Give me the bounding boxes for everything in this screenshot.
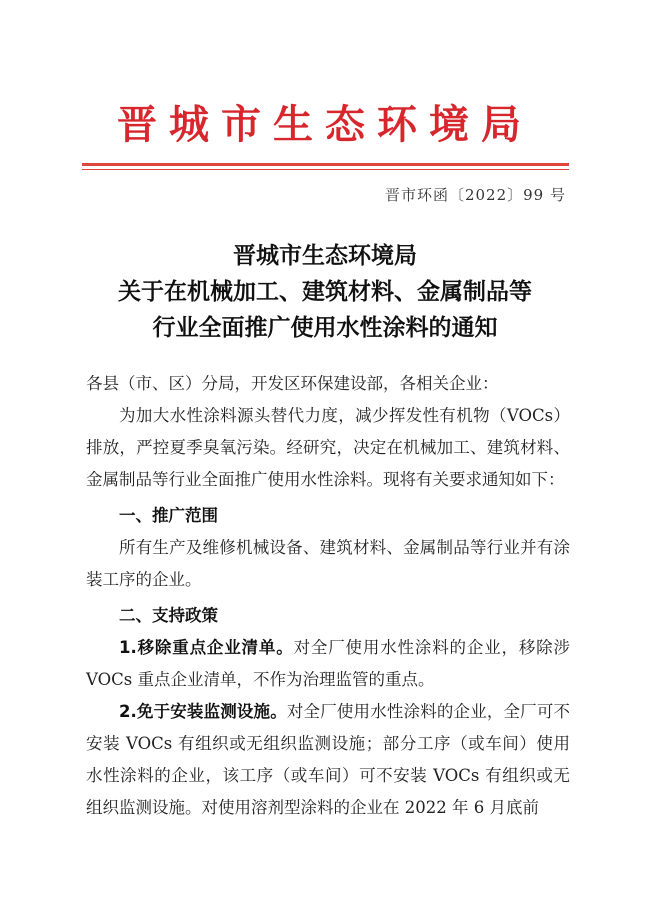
red-rule-thin	[82, 169, 569, 170]
policy-item-1	[86, 632, 570, 696]
policy-item-1-lead: 1.移除重点企业清单。	[119, 638, 294, 657]
title-line-3: 行业全面推广使用水性涂料的通知	[152, 315, 498, 341]
section-2-heading: 二、支持政策	[119, 606, 218, 625]
intro-paragraph: 为加大水性涂料源头替代力度，减少挥发性有机物（VOCs）排放，严控夏季臭氧污染。经研究，决定在机械加工、建筑材料、金属制品等行业全面推广使用水性涂料。现将有关要求通知如下：	[86, 406, 570, 489]
document-number: 晋市环函〔2022〕99 号	[384, 186, 566, 204]
policy-item-2	[86, 696, 570, 824]
policy-item-2-text: 对全厂使用水性涂料的企业，全厂可不安装 VOCs 有组织或无组织监测设施；部分工序（或车间）使用水性涂料的企业，该工序（或车间）可不安装 VOCs 有组织或无组织监测设施。对使用溶剂型涂料的企业在 2022 年 6 月底前	[86, 702, 571, 817]
section-1-paragraph: 所有生产及维修机械设备、建筑材料、金属制品等行业并有涂装工序的企业。	[86, 538, 570, 589]
document-title	[0, 238, 650, 346]
section-1-heading: 一、推广范围	[119, 506, 218, 525]
policy-item-1-text: 对全厂使用水性涂料的企业，移除涉VOCs 重点企业清单，不作为治理监管的重点。	[86, 638, 571, 689]
title-line-2: 关于在机械加工、建筑材料、金属制品等	[118, 279, 532, 305]
document-body	[86, 368, 570, 824]
title-line-1: 晋城市生态环境局	[233, 243, 417, 269]
org-header: 晋城市生态环境局	[117, 101, 533, 148]
salutation: 各县（市、区）分局，开发区环保建设部，各相关企业：	[86, 374, 499, 393]
red-rule-thick	[82, 163, 569, 166]
policy-item-2-lead: 2.免于安装监测设施。	[119, 702, 287, 721]
